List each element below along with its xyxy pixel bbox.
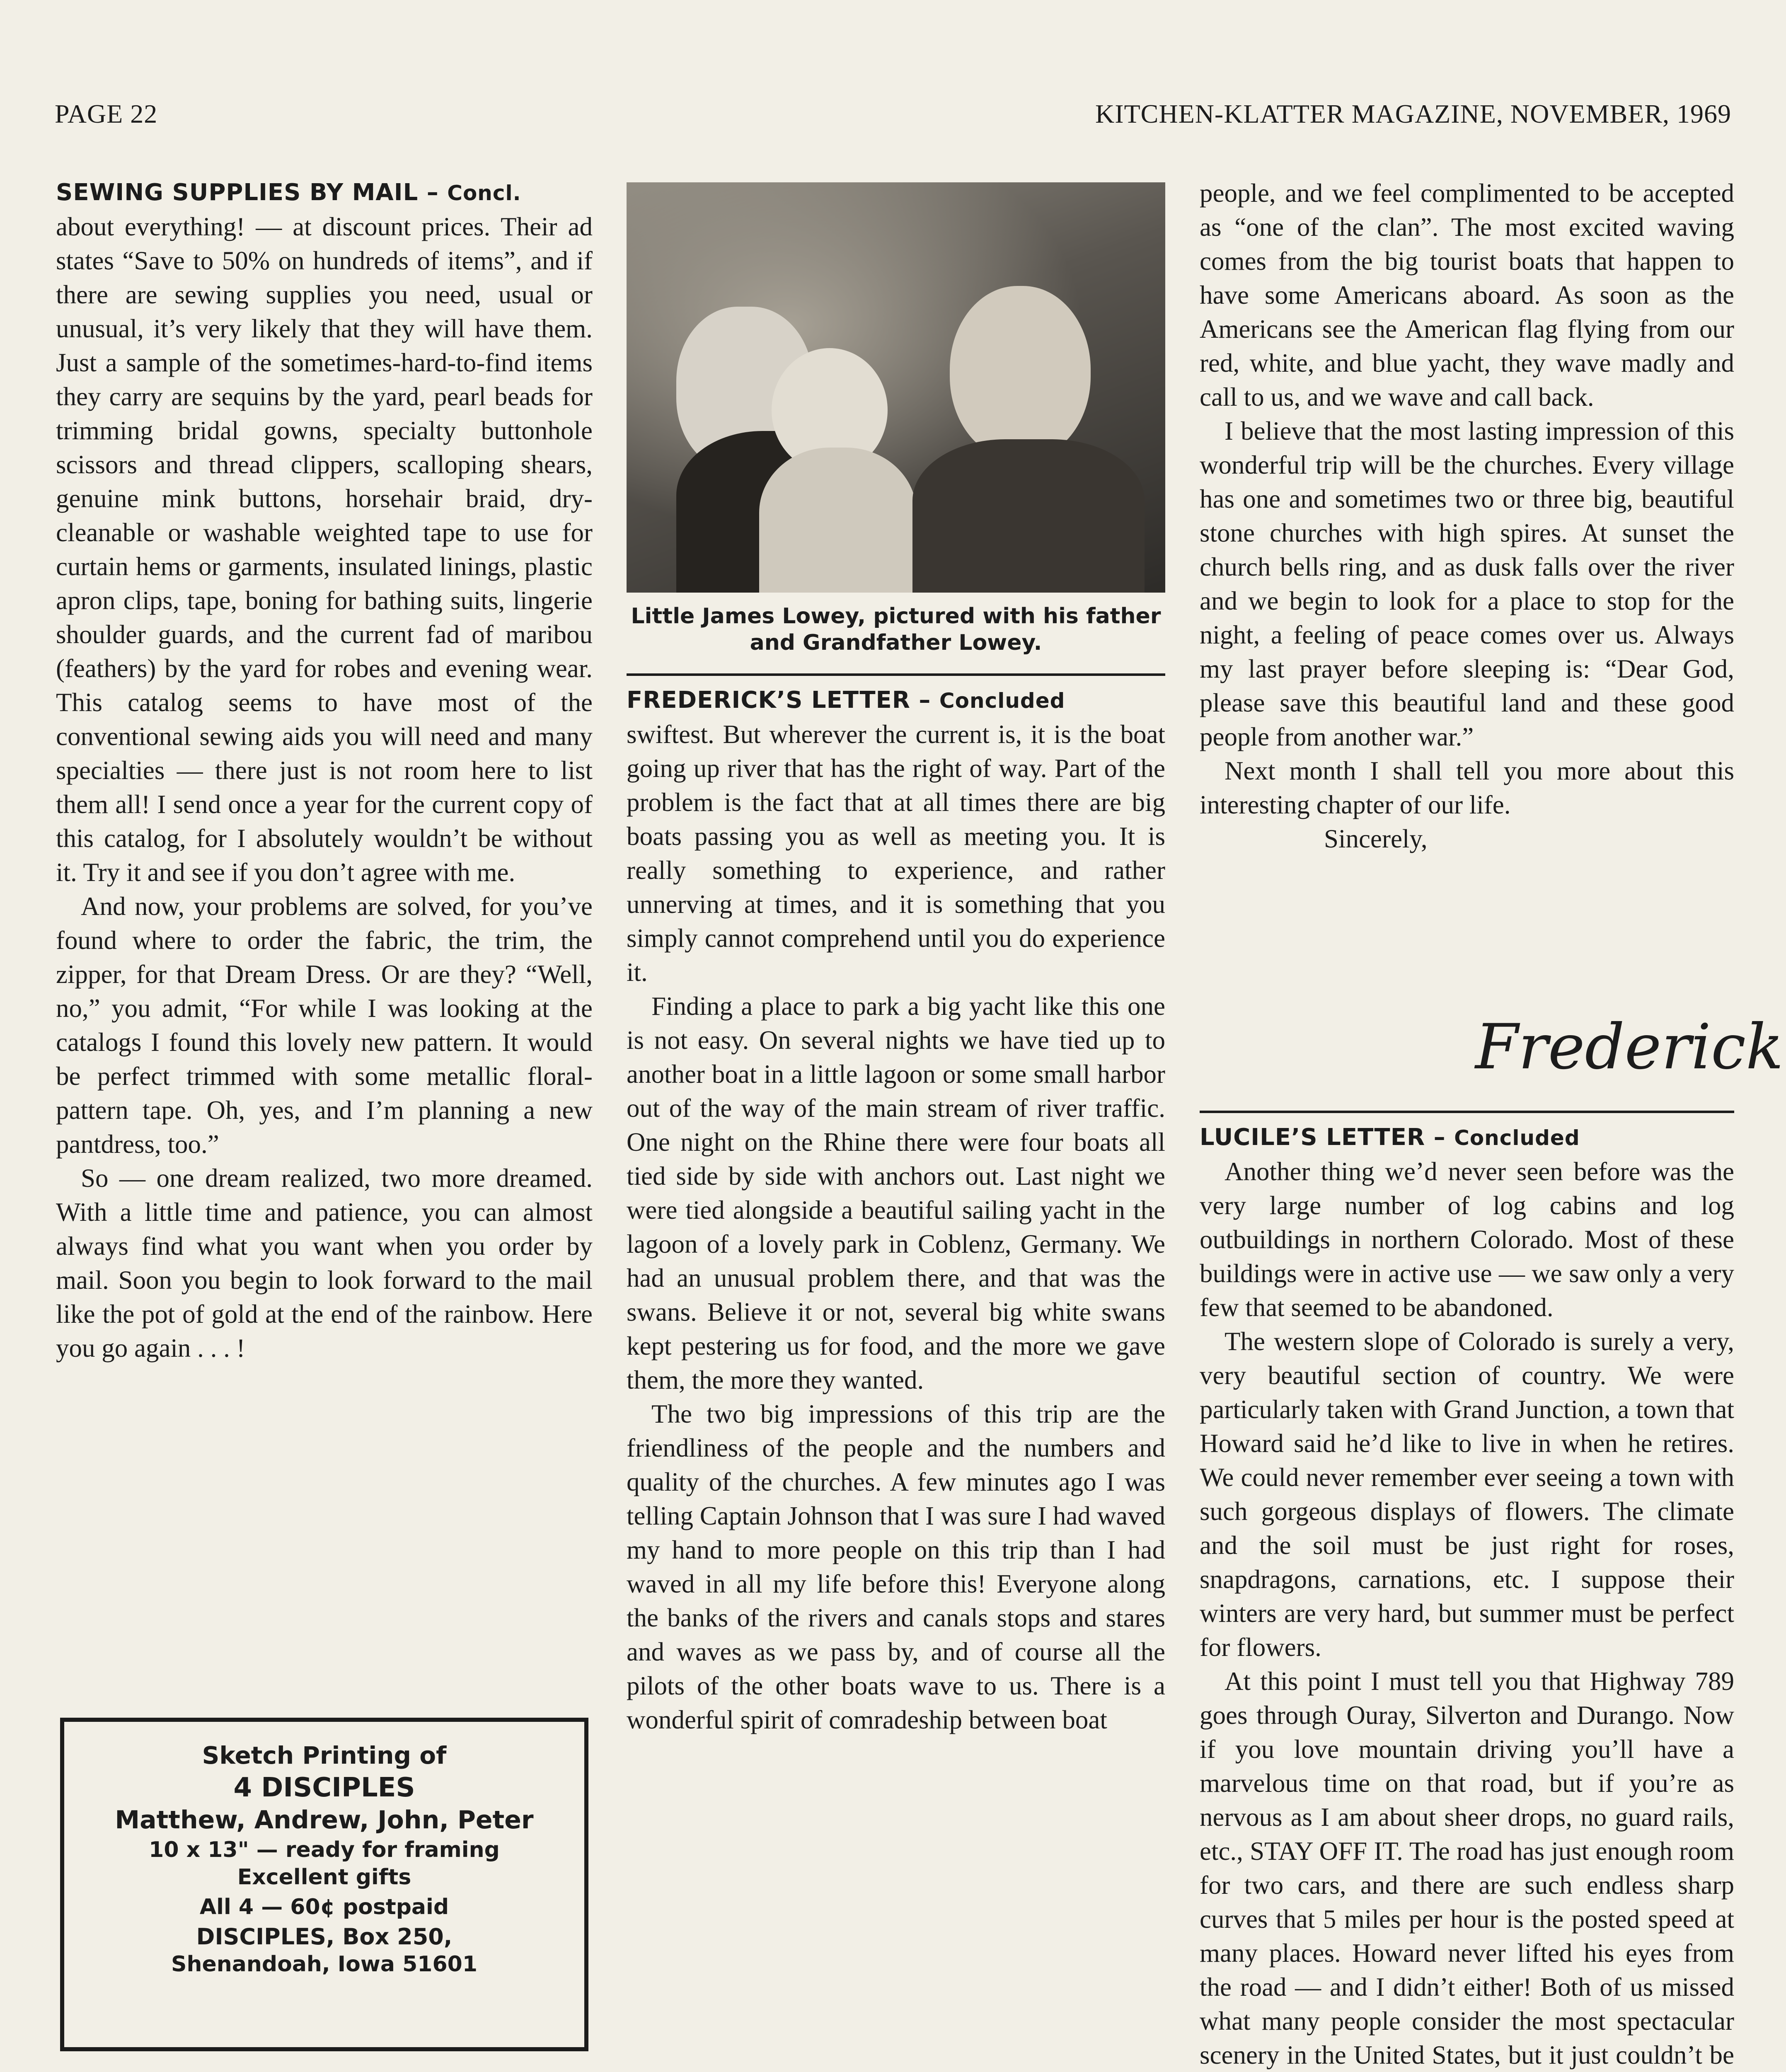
frederick-signature: Frederick	[1475, 1011, 1784, 1083]
frederick-paragraph: people, and we feel complimented to be accepted as “one of the clan”. The most excited waving comes from the big tourist boats that happen to have some Americans aboard. As soon as the Americans see the American flag flying from our red, white, and blue yacht, they wave madly and call to us, and we wave and call back.	[1200, 179, 1734, 411]
lucile-paragraph: At this point I must tell you that Highway 789 goes through Ouray, Silverton and Durango. Now if you love mountain driving you’ll have a marvelous time on that road, but if you’re as nervous as I am about sheer drops, no guard rails, etc., STAY OFF IT. The road has just enough room for two cars, and there are such endless sharp curves that 5 miles per hour is the posted speed at many places. Howard never lifted his eyes from the road — and I didn’t either! Both of us missed what many people consider the most spectacular scenery in the United States, but it just couldn’t be	[1200, 1667, 1734, 2070]
sewing-article	[56, 176, 593, 1365]
sewing-paragraph: about everything! — at discount prices. Their ad states “Save to 50% on hundreds of items”, and if there are sewing supplies you need, usual or unusual, it’s very likely that they will have them. Just a sample of the sometimes-hard-to-find items they carry are sequins by the yard, pearl beads for trimming bridal gowns, specialty buttonhole scissors and thread clippers, scalloping shears, genuine mink buttons, horsehair braid, dry-cleanable or washable weighted tape to use for curtain hems or garments, insulated linings, plastic apron clips, tape, boning for bathing suits, lingerie shoulder guards, and the current fad of maribou (feathers) by the yard for robes and evening wear. This catalog seems to have most of the conventional sewing aids you will need and many specialties — there just is not room here to list them all! I send once a year for the current copy of this catalog, for I absolutely wouldn’t be without it. Try it and see if you don’t agree with me.	[56, 212, 593, 887]
frederick-heading: FREDERICK’S LETTER – Concluded	[627, 687, 1065, 714]
frederick-closing: Sincerely,	[1324, 824, 1428, 853]
lucile-heading: LUCILE’S LETTER – Concluded	[1200, 1124, 1580, 1151]
page-header	[55, 99, 1731, 129]
frederick-paragraph: The two big impressions of this trip are the friendliness of the people and the numbers and quality of the churches. A few minutes ago I was telling Captain Johnson that I was sure I had waved my hand to more people on this trip than I had waved in all my life before this! Everyone along the banks of the rivers and canals stops and stares and waves as we pass by, and of course all the pilots of the other boats wave to us. There is a wonderful spirit of comradeship between boat	[627, 1399, 1165, 1734]
magazine-title: KITCHEN-KLATTER MAGAZINE, NOVEMBER, 1969	[1095, 99, 1731, 128]
family-photo	[627, 182, 1165, 593]
disciples-ad: Sketch Printing of 4 DISCIPLES Matthew, Andrew, John, Peter 10 x 13" — ready for framing Excellent gifts All 4 — 60¢ postpaid DISCIPLES, Box 250, Shenandoah, Iowa 51601	[60, 1718, 588, 2051]
lucile-letter	[1200, 1121, 1734, 2072]
frederick-paragraph: swiftest. But wherever the current is, it is the boat going up river that has the right of way. Part of the problem is the fact that at all times there are big boats passing you as well as meeting you. It is really something to experience, and rather unnerving at times, and it is something that you simply cannot comprehend until you do experience it.	[627, 720, 1165, 987]
sewing-paragraph: So — one dream realized, two more dreamed. With a little time and patience, you can almost always find what you want when you order by mail. Soon you begin to look forward to the mail like the pot of gold at the end of the rainbow. Here you go again . . . !	[56, 1164, 593, 1363]
page-number: PAGE 22	[55, 99, 158, 128]
divider	[1200, 1111, 1734, 1113]
frederick-letter	[627, 684, 1165, 1737]
sewing-paragraph: And now, your problems are solved, for you’ve found where to order the fabric, the trim, the zipper, for that Dream Dress. Or are they? “Well, no,” you admit, “For while I was looking at the catalogs I found this lovely new pattern. It would be perfect trimmed with some metallic floral-pattern tape. Oh, yes, and I’m planning a new pantdress, too.”	[56, 892, 593, 1159]
sewing-heading: SEWING SUPPLIES BY MAIL – Concl.	[56, 179, 521, 206]
photo-caption: Little James Lowey, pictured with his father and Grandfather Lowey.	[631, 604, 1161, 655]
lucile-paragraph: The western slope of Colorado is surely a very, very beautiful section of country. We were particularly taken with Grand Junction, a town that Howard said he’d like to live in when he retires. We could never remember ever seeing a town with such gorgeous displays of flowers. The climate and the soil must be just right for roses, snapdragons, carnations, etc. I suppose their winters are very hard, but summer must be perfect for flowers.	[1200, 1327, 1734, 1662]
divider	[627, 673, 1165, 676]
lucile-paragraph: Another thing we’d never seen before was the very large number of log cabins and log outbuildings in northern Colorado. Most of these buildings were in active use — we saw only a very few that seemed to be abandoned.	[1200, 1157, 1734, 1322]
frederick-letter-continued	[1200, 176, 1734, 856]
frederick-paragraph: I believe that the most lasting impression of this wonderful trip will be the churches. Every village has one and sometimes two or three big, beautiful stone churches with high spires. At sunset the church bells ring, and as dusk falls over the river and we begin to look for a place to stop for the night, a feeling of peace comes over us. Always my last prayer before sleeping is: “Dear God, please save this beautiful land and these good people from another war.”	[1200, 416, 1734, 751]
frederick-paragraph: Next month I shall tell you more about this interesting chapter of our life.	[1200, 756, 1734, 819]
frederick-paragraph: Finding a place to park a big yacht like this one is not easy. On several nights we have tied up to another boat in a little lagoon or some small harbor out of the way of the main stream of river traffic. One night on the Rhine there were four boats all tied side by side with anchors out. Last night we were tied alongside a beautiful sailing yacht in the lagoon of a lovely park in Coblenz, Germany. We had an unusual problem there, and that was the swans. Believe it or not, several big white swans kept pestering us for food, and the more we gave them, the more they wanted.	[627, 992, 1165, 1394]
